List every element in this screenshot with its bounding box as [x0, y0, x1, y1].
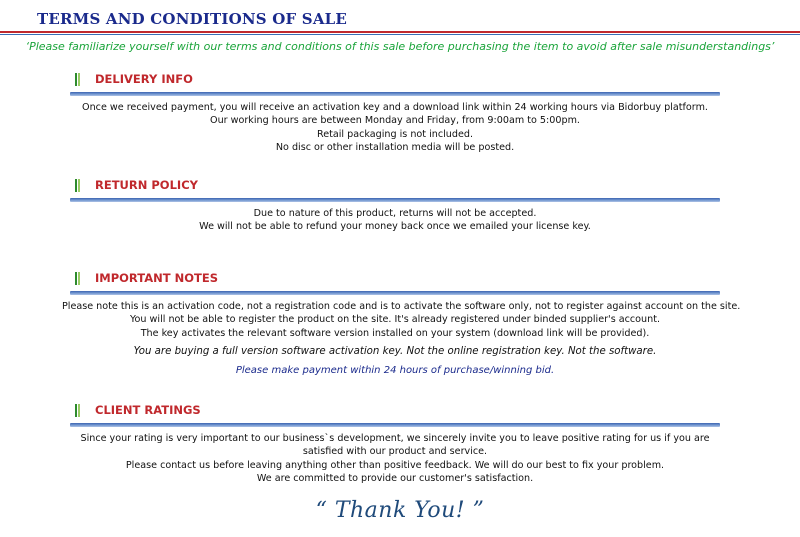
section-divider: [70, 291, 720, 295]
body-line: Please note this is an activation code, not a registration code and is to activate the software only, not to register against account on the site.: [62, 301, 741, 312]
body-line: We will not be able to refund your money back once we emailed your license key.: [199, 221, 591, 233]
body-line: Due to nature of this product, returns will not be accepted.: [253, 208, 537, 219]
section-divider: [70, 198, 720, 202]
section-title: RETURN POLICY: [95, 178, 198, 192]
body-line: You will not be able to register the product on the site. It's already registered under binded supplier's account.: [129, 314, 661, 326]
intro-text: ‘Please familiarize yourself with our terms and conditions of this sale before purchasing the item to avoid after sale misunderstandings’: [25, 40, 775, 53]
body-line: No disc or other installation media will be posted.: [275, 141, 515, 153]
section-marker-icon: [75, 404, 81, 417]
section-marker-icon: [75, 272, 81, 285]
body-line: Since your rating is very important to our business`s development, we sincerely invite you to leave positive rating for us if you are: [80, 433, 710, 444]
title-rule-red: [0, 31, 800, 33]
body-line: Retail packaging is not included.: [316, 128, 473, 140]
section-body: [62, 300, 741, 377]
section-delivery-info: [70, 72, 720, 154]
section-important-notes: [62, 271, 741, 377]
body-line: Our working hours are between Monday and Friday, from 9:00am to 5:00pm.: [210, 115, 580, 127]
section-body: [70, 207, 720, 234]
title-rule-blue: [0, 34, 800, 35]
section-divider: [70, 92, 720, 96]
section-divider: [70, 423, 720, 427]
emphasis-note: You are buying a full version software activation key. Not the online registration key. Not the software.: [133, 345, 657, 357]
page-title: TERMS AND CONDITIONS OF SALE: [37, 10, 348, 28]
section-body: [70, 101, 720, 154]
section-marker-icon: [75, 179, 81, 192]
body-line: The key activates the relevant software version installed on your system (download link will be provided).: [140, 327, 650, 339]
body-line: We are committed to provide our customer's satisfaction.: [256, 472, 534, 484]
section-client-ratings: [70, 403, 720, 485]
section-title: IMPORTANT NOTES: [95, 271, 218, 285]
section-marker-icon: [75, 73, 81, 86]
section-heading: [70, 403, 720, 421]
thank-you-signature: “ Thank You! ”: [315, 498, 485, 523]
section-heading: [70, 271, 720, 289]
section-title: CLIENT RATINGS: [95, 403, 201, 417]
section-heading: [70, 178, 720, 196]
section-heading: [70, 72, 720, 90]
body-line: Once we received payment, you will receive an activation key and a download link within 24 working hours via Bidorbuy platform.: [82, 102, 708, 113]
body-line: Please contact us before leaving anything other than positive feedback. We will do our best to fix your problem.: [125, 459, 665, 471]
section-title: DELIVERY INFO: [95, 72, 193, 86]
body-line: satisfied with our product and service.: [302, 446, 488, 458]
section-return-policy: [70, 178, 720, 234]
section-body: [70, 432, 720, 485]
payment-note: Please make payment within 24 hours of purchase/winning bid.: [235, 365, 555, 377]
